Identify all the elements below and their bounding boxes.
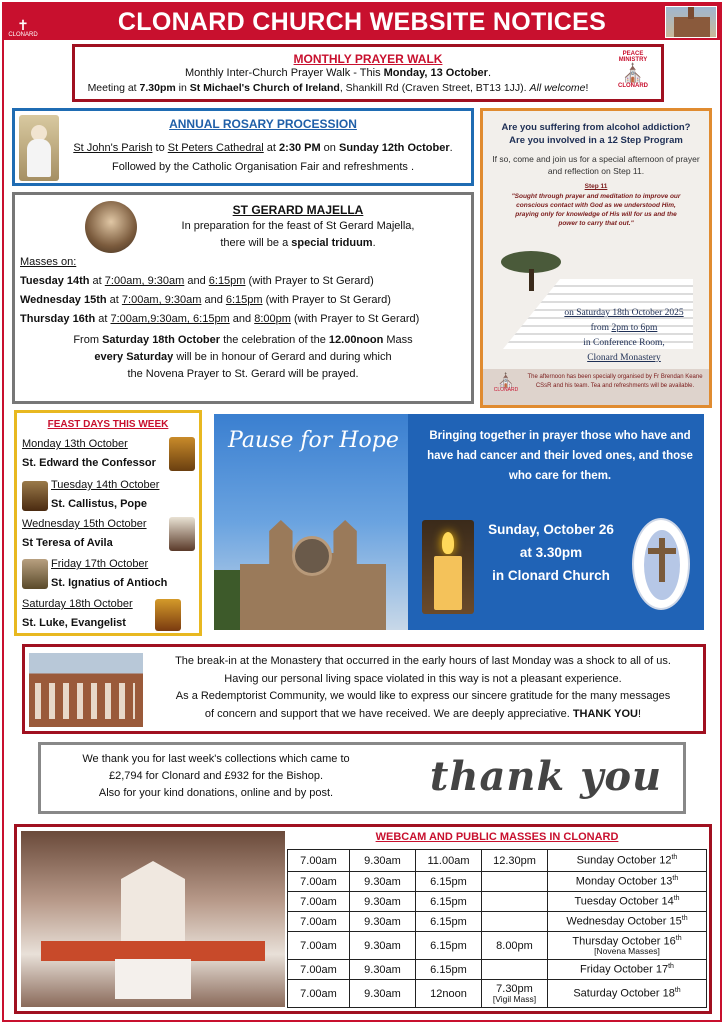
table-cell: 6.15pm [416,892,482,912]
table-cell: 7.00am [288,872,350,892]
table-cell: 12noon [416,980,482,1008]
monastery-photo [29,653,143,727]
table-cell: 9.30am [350,872,416,892]
saturday-mass-line3: the Novena Prayer to St. Gerard will be prayed. [127,368,359,380]
step11-footer-text: The afternoon has been specially organised by Fr Brendan Keane CSsR and his team. Tea and refreshments will be available. [527,374,703,389]
table-row [288,872,707,892]
thank-you-graphic: thank you [429,753,663,800]
saturday-mass-line2: every Saturday will be in honour of Gerard and during which [94,351,392,363]
table-cell: 6.15pm [416,960,482,980]
table-cell: Sunday October 12th [548,850,707,872]
feast-item: Friday 17th October St. Ignatius of Antioch [51,558,168,589]
rosary-box [12,108,474,186]
prayer-walk-box [72,44,664,102]
step11-clonard-logo: ⛪ CLONARD [493,372,519,393]
our-lady-image [19,115,59,181]
st-luke-icon [155,599,181,631]
step11-quote: "Sought through prayer and meditation to improve our conscious contact with God as we understood Him, praying only for knowledge of His will for us and the power to carry that out." [511,193,681,227]
table-cell: Wednesday October 15th [548,912,707,932]
mass-schedule-table [287,849,707,1008]
table-cell [482,872,548,892]
st-gerard-portrait [85,201,137,253]
church-icon: ⛪ [621,63,645,83]
step11-footer [483,369,709,405]
table-cell: 9.30am [350,980,416,1008]
feast-days-title: FEAST DAYS THIS WEEK [47,419,169,430]
st-gerard-box [12,192,474,404]
break-in-box [22,644,706,734]
table-row [288,960,707,980]
step11-question2: Are you involved in a 12 Step Program [509,135,683,146]
pause-for-hope-banner [214,414,704,630]
table-cell: 6.15pm [416,872,482,892]
st-callistus-icon [22,481,48,511]
table-cell: 9.30am [350,960,416,980]
table-cell: 7.00am [288,932,350,960]
page-title: CLONARD CHURCH WEBSITE NOTICES [117,7,607,36]
st-teresa-icon [169,517,195,551]
feast-item: Saturday 18th October St. Luke, Evangelist [22,598,133,629]
table-cell: 7.00am [288,892,350,912]
st-ignatius-icon [22,559,48,589]
st-gerard-title: ST GERARD MAJELLA [232,203,364,217]
church-altar-photo [21,831,285,1007]
feast-item: Monday 13th October St. Edward the Confessor [22,438,156,469]
collections-text: We thank you for last week's collections which came to £2,794 for Clonard and £932 for the Bishop. Also for your kind donations, online and by post. [82,753,350,799]
table-cell: 6.15pm [416,932,482,960]
table-cell [482,892,548,912]
table-cell: 8.00pm [482,932,548,960]
table-cell: 7.00am [288,980,350,1008]
peace-ministry-logo: PEACE MINISTRY ⛪ CLONARD [609,51,657,97]
feast-days-box [14,410,202,636]
table-cell: 7.00am [288,850,350,872]
rosary-title: ANNUAL ROSARY PROCESSION [169,117,357,131]
mass-row-wednesday: Wednesday 15th at 7:00am, 9:30am and 6:15pm (with Prayer to St Gerard) [20,294,391,306]
masses-label: Masses on: [20,256,77,268]
prayer-walk-line2: Meeting at 7.30pm in St Michael's Church of Ireland, Shankill Rd (Craven Street, BT13 1JJ). All welcome! [87,82,589,94]
break-in-text: The break-in at the Monastery that occurred in the early hours of last Monday was a shock to all of us. Having our personal living space violated in this way is not a pleasant experience. As a Redemptorist Community, we would like to express our sincere gratitude for the many messages of concern and support that we have received. We are deeply appreciative. THANK YOU! [175,655,671,720]
prayer-walk-line1: Monthly Inter-Church Prayer Walk - This Monday, 13 October. [184,67,492,79]
table-row [288,892,707,912]
step11-question1: Are you suffering from alcohol addiction? [501,122,691,133]
table-cell [482,960,548,980]
webcam-title: WEBCAM AND PUBLIC MASSES IN CLONARD [375,831,619,843]
table-cell: 9.30am [350,932,416,960]
table-cell [482,912,548,932]
table-row [288,912,707,932]
table-cell: Friday October 17th [548,960,707,980]
candle-image [422,520,474,614]
cross-lily-logo [632,518,690,610]
table-cell: Tuesday October 14th [548,892,707,912]
pause-for-hope-when: Sunday, October 26 at 3.30pm in Clonard Church [488,522,614,583]
step11-invite: If so, come and join us for a special afternoon of prayer and reflection on Step 11. [492,154,700,176]
webcam-box [14,824,712,1014]
table-cell: 9.30am [350,912,416,932]
table-cell: 7.30pm [Vigil Mass] [482,980,548,1008]
table-cell: 11.00am [416,850,482,872]
table-cell: Monday October 13th [548,872,707,892]
pause-for-hope-text: Bringing together in prayer those who have and have had cancer and their loved ones, and those who care for them. [427,430,693,482]
table-row [288,850,707,872]
table-cell: 7.00am [288,960,350,980]
table-cell: Thursday October 16th [Novena Masses] [548,932,707,960]
table-row [288,980,707,1008]
table-cell: Saturday October 18th [548,980,707,1008]
prayer-walk-title: MONTHLY PRAYER WALK [293,52,443,66]
table-cell: 12.30pm [482,850,548,872]
table-cell: 9.30am [350,892,416,912]
mass-row-tuesday: Tuesday 14th at 7:00am, 9:30am and 6:15pm (with Prayer to St Gerard) [20,275,374,287]
rosary-line2: Followed by the Catholic Organisation Fair and refreshments . [111,161,415,173]
st-gerard-intro2: there will be a special triduum. [220,237,376,249]
pause-for-hope-title: Pause for Hope [228,428,399,453]
feast-item: Wednesday 15th October St Teresa of Avila [22,518,147,549]
rosary-line1: St John's Parish to St Peters Cathedral at 2:30 PM on Sunday 12th October. [73,142,453,154]
st-gerard-intro1: In preparation for the feast of St Gerard Majella, [181,220,415,232]
cross-icon: ✝ [17,17,29,33]
st-edward-icon [169,437,195,471]
feast-item: Tuesday 14th October St. Callistus, Pope [51,479,160,510]
step11-poster [480,108,712,408]
mass-row-thursday: Thursday 16th at 7:00am,9:30am, 6:15pm and 8:00pm (with Prayer to St Gerard) [20,313,420,325]
table-cell: 7.00am [288,912,350,932]
clonard-church-photo [214,414,408,630]
clonard-crest-logo [8,6,38,38]
crest-text: CLONARD [8,32,38,38]
step11-details: on Saturday 18th October 2025 from 2pm to 6pm in Conference Room, Clonard Monastery [564,308,684,363]
monastery-thumbnail [665,6,717,38]
table-cell: 9.30am [350,850,416,872]
step11-step-title: Step 11 [584,183,608,190]
table-row [288,932,707,960]
header-bar [4,4,720,40]
table-cell: 6.15pm [416,912,482,932]
collections-box [38,742,686,814]
saturday-mass-line1: From Saturday 18th October the celebration of the 12.00noon Mass [73,334,413,346]
